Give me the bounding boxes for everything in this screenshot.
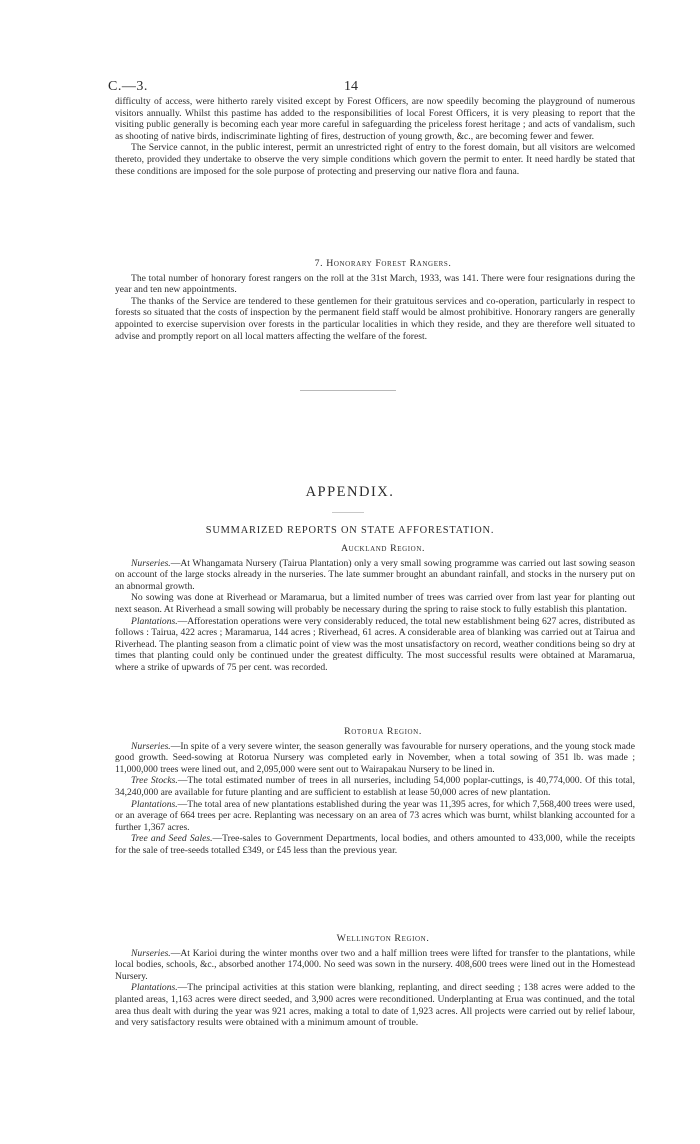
paragraph-label: Tree and Seed Sales. [131,833,213,845]
paragraph-text: —At Karioi during the winter months over two and a half million trees were lifted for transfer to the plantations, while local bodies, schools, &c., absorbed another 174,000. No seed was sown in the nursery. 408,600 trees were lined out in the Homestead Nursery. [115,947,635,982]
intro-paragraph: difficulty of access, were hitherto rarely visited except by Forest Officers, are now speedily becoming the playground of numerous visitors annually. Whilst this pastime has added to the responsibilities of local Forest Officers, it is very pleasing to report that the visiting public generally is becoming each year more careful in safeguarding the priceless forest heritage ; and acts of vandalism, such as shooting of native birds, indiscriminate lighting of fires, destruction of young growth, &c., are becoming fewer and fewer. [115,96,635,142]
region-paragraph [115,799,635,834]
intro-paragraph: The Service cannot, in the public interest, permit an unrestricted right of entry to the forest domain, but all visitors are welcomed thereto, provided they undertake to observe the very simple conditions which govern the permit to enter. It need hardly be stated that these conditions are imposed for the sole purpose of protecting and preserving our native flora and fauna. [115,142,635,177]
paragraph-text: —In spite of a very severe winter, the season generally was favourable for nursery operations, and the young stock made good growth. Seed-sowing at Rotorua Nursery was completed early in November, when a total sowing of 351 lb. was made ; 11,000,000 trees were lined out, and 2,095,000 were sent out to Wairapakau Nursery to be lined in. [115,740,635,775]
section-paragraph: The total number of honorary forest rangers on the roll at the 31st March, 1933, was 141. There were four resignations during the year and ten new appointments. [115,272,635,296]
paragraph-label: Nurseries. [131,740,171,752]
paragraph-label: Plantations. [131,615,178,627]
paragraph-text: —The total estimated number of trees in all nurseries, including 54,000 poplar-cuttings, is 40,774,000. Of this total, 34,240,000 are available for future planting and are sufficient to establish at lease 50,000 acres of new plantation. [115,775,635,798]
region-heading: Rotorua Region. [344,726,422,737]
appendix-subtitle: SUMMARIZED REPORTS ON STATE AFFORESTATION. [205,525,495,536]
section-divider [300,390,396,391]
region-paragraph: No sowing was done at Riverhead or Maramarua, but a limited number of trees was carried over from last year for planting out next season. At Riverhead a small sowing will probably be necessary during the spring to raise stock to fully establish this plantation. [115,592,635,615]
wellington-region-section [115,933,635,1029]
paragraph-label: Nurseries. [131,557,171,569]
section-heading: 7. Honorary Forest Rangers. [314,258,452,269]
honorary-rangers-section [115,258,635,342]
region-paragraph [115,775,635,798]
region-paragraph [115,833,635,856]
region-paragraph [115,616,635,674]
paragraph-text: —Tree-sales to Government Departments, local bodies, and others amounted to 433,000, while the receipts for the sale of tree-seeds totalled £349, or £45 less than the previous year. [115,833,636,856]
paragraph-text: —The total area of new plantations established during the year was 11,395 acres, for which 7,568,400 trees were used, or an average of 664 trees per acre. Replanting was necessary on an area of 73 acres which was burnt, whilst blanking accounted for a further 1,367 acres. [115,798,635,833]
document-reference: C.—3. [108,79,148,94]
auckland-region-section [115,543,635,674]
paragraph-text: —At Whangamata Nursery (Tairua Plantation) only a very small sowing programme was carried out last sowing season on account of the large stocks already in the nurseries. The late summer brought an abundant rainfall, and stocks in the nursery put on an abnormal growth. [115,557,635,592]
region-heading: Auckland Region. [340,543,426,554]
paragraph-label: Plantations. [131,982,178,994]
region-paragraph [115,741,635,776]
paragraph-label: Nurseries. [131,947,171,959]
paragraph-text: —The principal activities at this station were blanking, replanting, and direct seeding ; 138 acres were added to the planted areas, 1,163 acres were direct seeded, and 3,900 acres were reconditioned. Underplanting at Erua was continued, and the total area thus dealt with during the year was 921 acres, making a total to date of 1,923 acres. All projects were carried out by relief labour, and very satisfactory results were obtained with a minimum amount of trouble. [115,982,635,1029]
appendix-title: APPENDIX. [305,484,395,500]
rotorua-region-section [115,726,635,857]
appendix-divider [332,512,364,513]
region-paragraph [115,558,635,593]
page-number: 14 [344,79,358,94]
section-paragraph: The thanks of the Service are tendered to these gentlemen for their gratuitous services and co-operation, particularly in respect to forests so situated that the costs of inspection by the permanent field staff would be almost prohibitive. Honorary rangers are generally appointed to exercise supervision over forests in the particular localities in which they reside, and they are therefore well situated to advise and promptly report on all local matters affecting the welfare of the forest. [115,295,635,342]
region-heading: Wellington Region. [336,933,430,944]
intro-section [115,96,635,177]
region-paragraph [115,982,635,1028]
paragraph-text: —Afforestation operations were very considerably reduced, the total new establishment being 627 acres, distributed as follows : Tairua, 422 acres ; Maramarua, 144 acres ; Riverhead, 61 acres. A considerable area of blanking was carried out at Tairua and Riverhead. The planting season from a climatic point of view was the most unsatisfactory on record, weather conditions being so dry at times that planting could only be continued under the greatest difficulty. The most successful results were obtained at Maramarua, where a strike of upwards of 75 per cent. was recorded. [115,615,635,673]
region-paragraph [115,948,635,983]
paragraph-label: Plantations. [131,798,178,810]
paragraph-label: Tree Stocks. [131,775,178,787]
